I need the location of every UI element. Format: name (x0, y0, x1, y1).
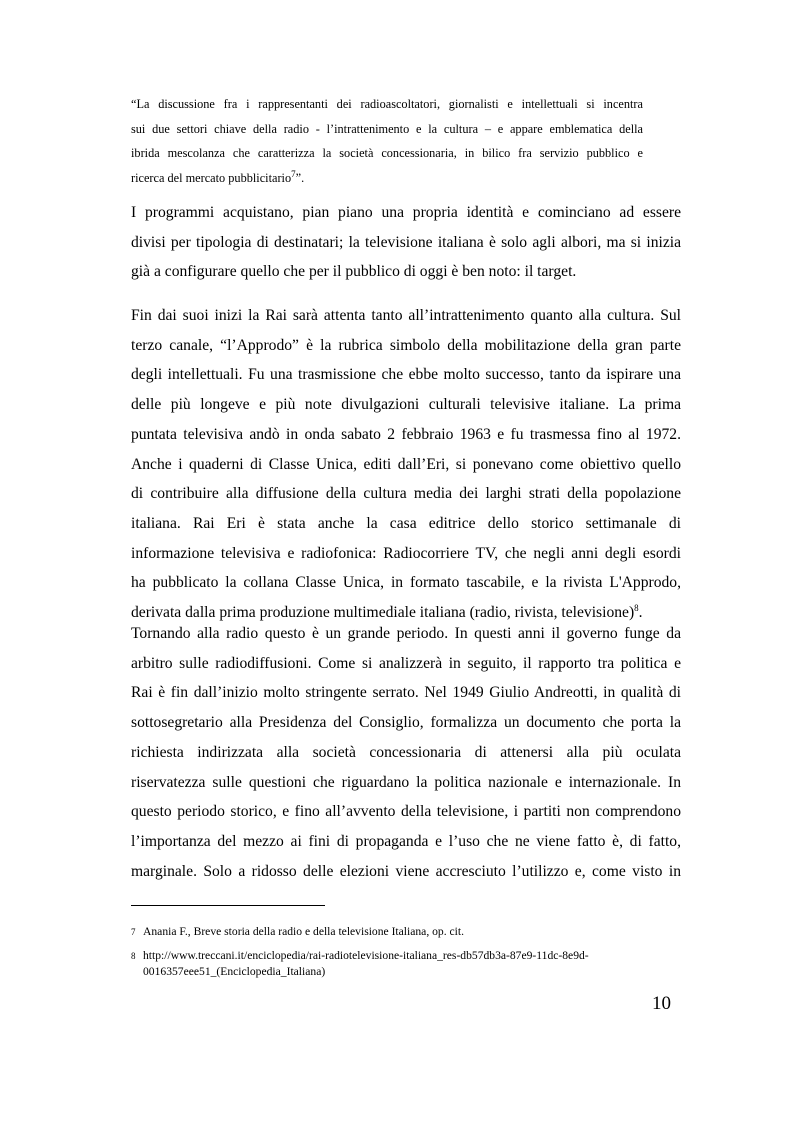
paragraph-3 (131, 619, 681, 886)
text-line: terzo canale, “l’Approdo” è la rubrica simbolo della mobilitazione della gran parte (131, 336, 681, 354)
text-line: informazione televisiva e radiofonica: Radiocorriere TV, che negli anni degli esordi (131, 544, 681, 562)
text-line: Rai è fin dall’inizio molto stringente serrato. Nel 1949 Giulio Andreotti, in qualità di (131, 684, 681, 702)
paragraph-2 (131, 301, 681, 628)
block-quote (131, 92, 643, 190)
footnote (131, 948, 691, 980)
text-line: sottosegretario alla Presidenza del Consiglio, formalizza un documento che porta la (131, 714, 681, 732)
text-line: questo periodo storico, e fino all’avvento della televisione, i partiti non comprendono (131, 803, 681, 821)
text-line: I programmi acquistano, pian piano una propria identità e cominciano ad essere (131, 204, 681, 221)
quote-line: ibrida mescolanza che caratterizza la società concessionaria, in bilico fra servizio pubblico e (131, 146, 643, 160)
text-line: richiesta indirizzata alla società concessionaria di attenersi alla più oculata (131, 743, 681, 761)
text-line: marginale. Solo a ridosso delle elezioni viene accresciuto l’utilizzo e, come visto in (131, 862, 681, 880)
text-line: divisi per tipologia di destinatari; la televisione italiana è solo agli albori, ma si inizia (131, 233, 681, 251)
text-line: riservatezza sulle questioni che riguardano la politica nazionale e internazionale. In (131, 773, 681, 791)
footnote-divider (131, 905, 325, 906)
text-line: Anche i quaderni di Classe Unica, editi dall’Eri, si ponevano come obiettivo quello (131, 455, 681, 473)
text-line: degli intellettuali. Fu una trasmissione che ebbe molto successo, tanto da ispirare una (131, 366, 681, 384)
quote-close: ”. (295, 170, 305, 185)
text-line: arbitro sulle radiodiffusioni. Come si analizzerà in seguito, il rapporto tra politica e (131, 654, 681, 672)
footnote-ref[interactable]: 7 (291, 168, 296, 179)
footnote-number: 8 (131, 951, 136, 961)
text-line: Tornando alla radio questo è un grande periodo. In questi anni il governo funge da (131, 625, 681, 642)
text-line: Fin dai suoi inizi la Rai sarà attenta tanto all’intrattenimento quanto alla cultura. Sul (131, 307, 681, 324)
text-line-content: derivata dalla prima produzione multimediale italiana (radio, rivista, televisione) (131, 604, 635, 622)
sentence-end: . (638, 604, 643, 622)
text-line: puntata televisiva andò in onda sabato 2 febbraio 1963 e fu trasmessa fino al 1972. (131, 425, 681, 443)
footnote (131, 924, 691, 940)
quote-line: sui due settori chiave della radio - l’intrattenimento e la cultura – e appare emblematica della (131, 121, 643, 136)
text-line: l’importanza del mezzo ai fini di propaganda e l’uso che ne viene fatto è, di fatto, (131, 832, 681, 850)
quote-line: “La discussione fra i rappresentanti dei radioascoltatori, giornalisti e intellettuali si incentra (131, 97, 643, 111)
quote-line-text: ricerca del mercato pubblicitario (131, 170, 292, 185)
footnote-ref[interactable]: 8 (634, 602, 639, 613)
quote-line (131, 166, 643, 191)
text-line: di contribuire alla diffusione della cultura media dei larghi strati della popolazione (131, 485, 681, 503)
text-line: già a configurare quello che per il pubblico di oggi è ben noto: il target. (131, 263, 577, 281)
text-line: delle più longeve e più note divulgazioni culturali televisive italiane. La prima (131, 396, 681, 414)
text-line: italiana. Rai Eri è stata anche la casa editrice dello storico settimanale di (131, 514, 681, 532)
footnote-link[interactable]: http://www.treccani.it/enciclopedia/rai-radiotelevisione-italiana_res-db57db3a-87e9-11dc-8e9d-0016357eee51_(Enciclopedia_Italiana) (143, 949, 589, 978)
footnote-number: 7 (131, 927, 136, 937)
page-number: 10 (652, 993, 671, 1014)
text-line: ha pubblicato la collana Classe Unica, in formato tascabile, e la rivista L'Approdo, (131, 574, 681, 592)
footnote-text: Anania F., Breve storia della radio e della televisione Italiana, op. cit. (143, 925, 465, 938)
paragraph-1 (131, 198, 681, 287)
